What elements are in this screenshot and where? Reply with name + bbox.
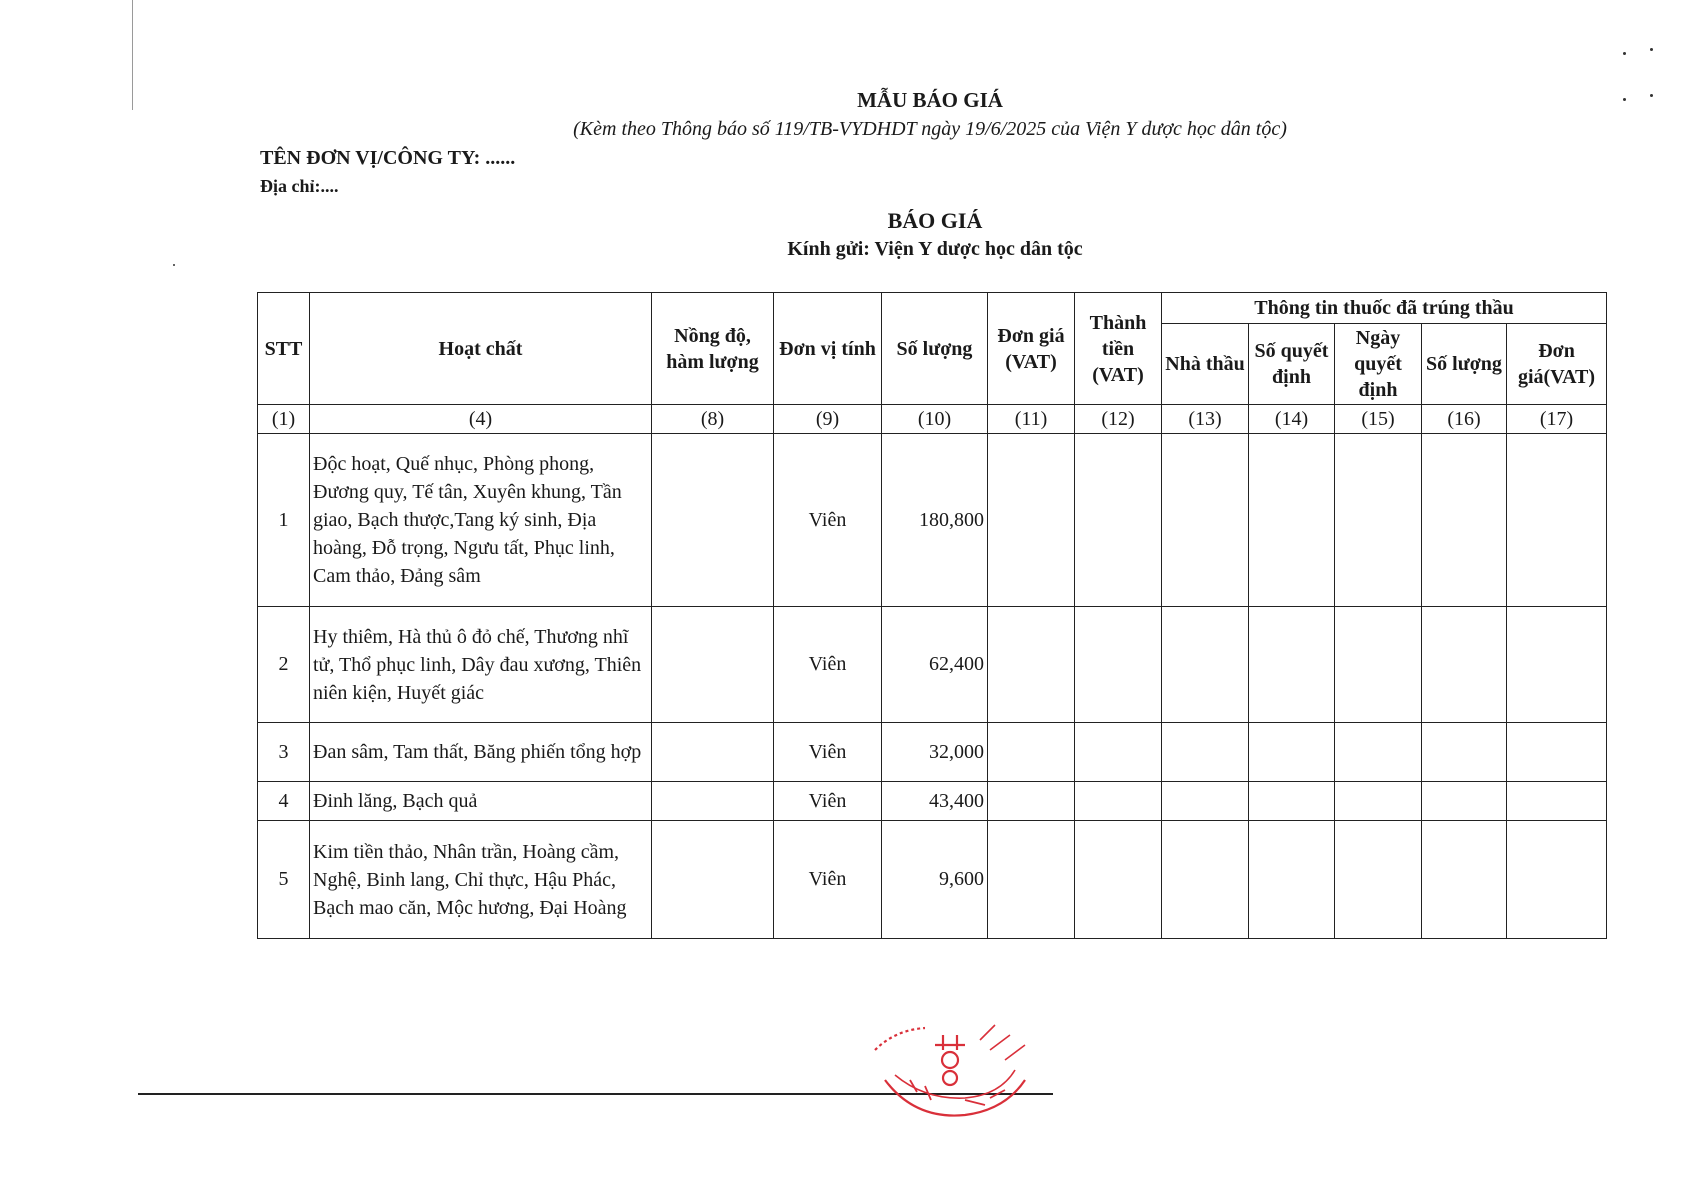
row-stt: 2: [258, 607, 310, 723]
row-decision-date: [1335, 723, 1422, 782]
column-number: (12): [1075, 405, 1162, 434]
column-number: (11): [988, 405, 1075, 434]
col-header-active: Hoạt chất: [310, 293, 652, 405]
row-stt: 1: [258, 434, 310, 607]
row-unit-price: [988, 434, 1075, 607]
company-line: TÊN ĐƠN VỊ/CÔNG TY: ......: [260, 147, 516, 169]
row-won-qty: [1422, 434, 1507, 607]
table-header-row: [258, 293, 1607, 324]
row-unit: Viên: [774, 782, 882, 821]
row-decision-date: [1335, 607, 1422, 723]
row-concentration: [652, 607, 774, 723]
scan-speck: [1650, 48, 1653, 51]
row-won-price: [1507, 723, 1607, 782]
row-decision-date: [1335, 782, 1422, 821]
row-unit-price: [988, 821, 1075, 939]
row-concentration: [652, 434, 774, 607]
row-decision-date: [1335, 821, 1422, 939]
row-won-price: [1507, 434, 1607, 607]
column-number: (9): [774, 405, 882, 434]
column-number: (4): [310, 405, 652, 434]
row-won-qty: [1422, 723, 1507, 782]
quote-title: BÁO GIÁ: [887, 208, 983, 233]
quote-recipient: Kính gửi: Viện Y dược học dân tộc: [787, 238, 1083, 260]
row-quantity: 180,800: [882, 434, 988, 607]
col-header-contractor: Nhà thầu: [1162, 324, 1249, 405]
row-unit: Viên: [774, 434, 882, 607]
scan-speck: [173, 264, 175, 266]
row-won-qty: [1422, 782, 1507, 821]
form-title: MẪU BÁO GIÁ: [857, 88, 1003, 112]
column-number: (8): [652, 405, 774, 434]
col-header-decision-date: Ngày quyết định: [1335, 324, 1422, 405]
row-ingredients: Độc hoạt, Quế nhục, Phòng phong, Đương quy, Tế tân, Xuyên khung, Tần giao, Bạch thược,Tang ký sinh, Địa hoàng, Đỗ trọng, Ngưu tất, Phục linh, Cam thảo, Đảng sâm: [310, 434, 652, 607]
row-quantity: 62,400: [882, 607, 988, 723]
row-decision-no: [1249, 607, 1335, 723]
col-header-total: Thành tiền (VAT): [1075, 293, 1162, 405]
row-stt: 4: [258, 782, 310, 821]
official-seal-stamp: [855, 1020, 1045, 1135]
row-decision-no: [1249, 434, 1335, 607]
row-won-qty: [1422, 821, 1507, 939]
col-header-won-qty: Số lượng: [1422, 324, 1507, 405]
column-number-row: [258, 405, 1607, 434]
form-subtitle: (Kèm theo Thông báo số 119/TB-VYDHDT ngày 19/6/2025 của Viện Y dược học dân tộc): [573, 118, 1287, 140]
table-row: [258, 782, 1607, 821]
column-number: (14): [1249, 405, 1335, 434]
table-row: [258, 607, 1607, 723]
row-contractor: [1162, 607, 1249, 723]
row-won-price: [1507, 607, 1607, 723]
row-contractor: [1162, 782, 1249, 821]
row-total: [1075, 723, 1162, 782]
row-total: [1075, 607, 1162, 723]
row-concentration: [652, 723, 774, 782]
row-concentration: [652, 821, 774, 939]
row-unit: Viên: [774, 607, 882, 723]
row-total: [1075, 821, 1162, 939]
row-decision-no: [1249, 821, 1335, 939]
row-ingredients: Đan sâm, Tam thất, Băng phiến tổng hợp: [310, 723, 652, 782]
col-header-unit: Đơn vị tính: [774, 293, 882, 405]
col-header-decision-no: Số quyết định: [1249, 324, 1335, 405]
scan-speck: [1623, 52, 1626, 55]
row-decision-date: [1335, 434, 1422, 607]
column-number: (10): [882, 405, 988, 434]
row-ingredients: Kim tiền thảo, Nhân trần, Hoàng cầm, Nghệ, Binh lang, Chỉ thực, Hậu Phác, Bạch mao căn, Mộc hương, Đại Hoàng: [310, 821, 652, 939]
row-concentration: [652, 782, 774, 821]
row-contractor: [1162, 434, 1249, 607]
column-number: (1): [258, 405, 310, 434]
row-contractor: [1162, 723, 1249, 782]
row-unit-price: [988, 607, 1075, 723]
row-stt: 5: [258, 821, 310, 939]
table-row: [258, 821, 1607, 939]
column-number: (16): [1422, 405, 1507, 434]
row-stt: 3: [258, 723, 310, 782]
row-unit-price: [988, 723, 1075, 782]
col-header-concentration: Nồng độ, hàm lượng: [652, 293, 774, 405]
row-unit-price: [988, 782, 1075, 821]
col-header-won-price: Đơn giá(VAT): [1507, 324, 1607, 405]
row-ingredients: Hy thiêm, Hà thủ ô đỏ chế, Thương nhĩ tử, Thổ phục linh, Dây đau xương, Thiên niên kiện, Huyết giác: [310, 607, 652, 723]
col-header-group: Thông tin thuốc đã trúng thầu: [1162, 293, 1607, 324]
row-quantity: 9,600: [882, 821, 988, 939]
row-unit: Viên: [774, 723, 882, 782]
column-number: (17): [1507, 405, 1607, 434]
row-quantity: 43,400: [882, 782, 988, 821]
row-won-price: [1507, 782, 1607, 821]
row-won-qty: [1422, 607, 1507, 723]
row-total: [1075, 434, 1162, 607]
row-won-price: [1507, 821, 1607, 939]
row-total: [1075, 782, 1162, 821]
col-header-unit-price: Đơn giá (VAT): [988, 293, 1075, 405]
row-decision-no: [1249, 723, 1335, 782]
col-header-stt: STT: [258, 293, 310, 405]
table-row: [258, 723, 1607, 782]
col-header-quantity: Số lượng: [882, 293, 988, 405]
column-number: (13): [1162, 405, 1249, 434]
row-unit: Viên: [774, 821, 882, 939]
table-row: [258, 434, 1607, 607]
column-number: (15): [1335, 405, 1422, 434]
row-ingredients: Đinh lăng, Bạch quả: [310, 782, 652, 821]
quote-table: [257, 292, 1607, 939]
row-quantity: 32,000: [882, 723, 988, 782]
row-decision-no: [1249, 782, 1335, 821]
address-line: Địa chỉ:....: [260, 176, 339, 196]
row-contractor: [1162, 821, 1249, 939]
